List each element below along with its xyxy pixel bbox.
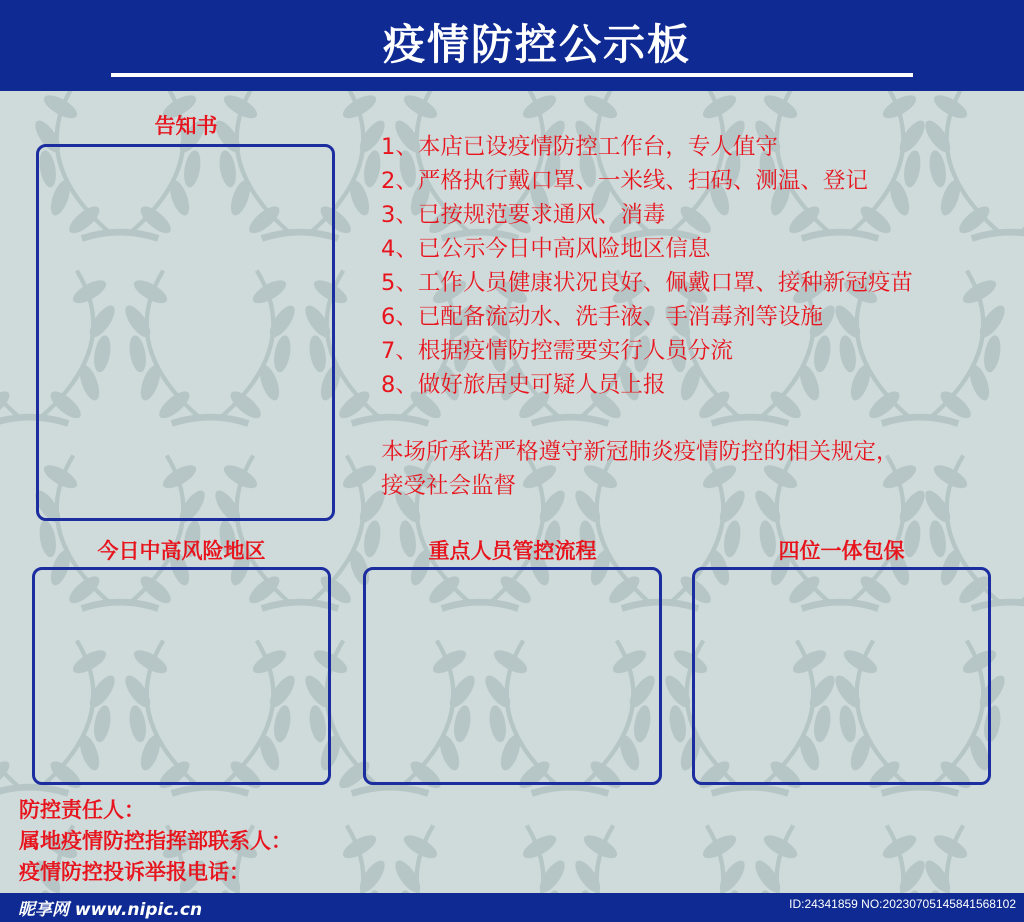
rule-item: 4、已公示今日中高风险地区信息	[381, 236, 711, 262]
contacts-block	[19, 795, 292, 888]
page-title: 疫情防控公示板	[383, 20, 692, 69]
rule-item: 3、已按规范要求通风、消毒	[381, 202, 666, 228]
watermark-logo: 昵享网 www.nipic.cn	[18, 900, 203, 920]
contact-line: 属地疫情防控指挥部联系人：	[19, 829, 292, 853]
header-bar	[0, 0, 1024, 91]
laurel-wreath-icon	[921, 86, 1024, 239]
promise-line: 接受社会监督	[381, 473, 517, 499]
package-guarantee-label: 四位一体包保	[778, 539, 905, 563]
rule-item: 5、工作人员健康状况良好、佩戴口罩、接种新冠疫苗	[381, 270, 913, 296]
header-divider	[111, 73, 913, 77]
rules-list	[381, 130, 913, 402]
rule-item: 2、严格执行戴口罩、一米线、扫码、测温、登记	[381, 168, 868, 194]
rule-item: 8、做好旅居史可疑人员上报	[381, 372, 666, 398]
promise-line: 本场所承诺严格遵守新冠肺炎疫情防控的相关规定，	[381, 439, 899, 465]
watermark-id: ID:24341859 NO:20230705145841568102	[789, 897, 1016, 911]
risk-area-frame	[32, 567, 331, 785]
rule-item: 7、根据疫情防控需要实行人员分流	[381, 338, 733, 364]
rule-item: 1、本店已设疫情防控工作台，专人值守	[381, 134, 778, 160]
promise-statement	[381, 435, 1011, 503]
notice-frame	[36, 144, 335, 521]
contact-line: 防控责任人：	[19, 798, 145, 822]
contact-line: 疫情防控投诉举报电话：	[19, 860, 250, 884]
notice-label: 告知书	[154, 114, 218, 138]
control-process-label: 重点人员管控流程	[428, 539, 597, 563]
risk-area-label: 今日中高风险地区	[97, 539, 266, 563]
control-process-frame	[363, 567, 662, 785]
package-guarantee-frame	[692, 567, 991, 785]
rule-item: 6、已配备流动水、洗手液、手消毒剂等设施	[381, 304, 823, 330]
